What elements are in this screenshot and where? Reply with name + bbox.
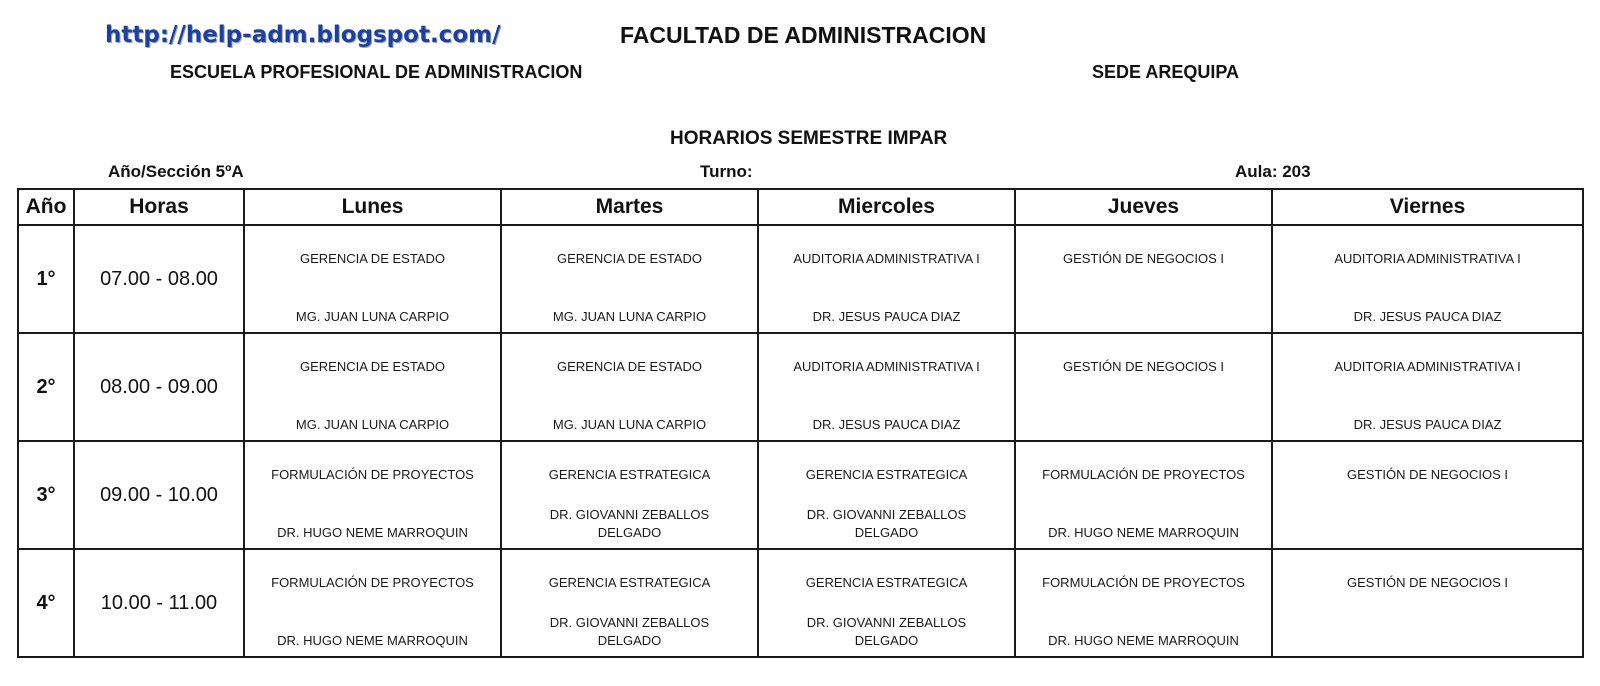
hours-cell: 10.00 - 11.00 xyxy=(74,549,244,657)
course-name: GERENCIA DE ESTADO xyxy=(557,359,702,374)
professor-name: DR. GIOVANNI ZEBALLOS DELGADO xyxy=(549,507,710,540)
professor-name: DR. HUGO NEME MARROQUIN xyxy=(1048,525,1239,540)
course-name: FORMULACIÓN DE PROYECTOS xyxy=(1042,467,1245,482)
professor-name: MG. JUAN LUNA CARPIO xyxy=(295,309,450,324)
course-name: GERENCIA DE ESTADO xyxy=(300,251,445,266)
class-cell-friday xyxy=(1272,549,1583,657)
column-header-tuesday: Martes xyxy=(501,189,758,225)
class-cell-thursday xyxy=(1015,549,1272,657)
class-cell-wednesday xyxy=(758,441,1015,549)
class-cell-wednesday xyxy=(758,225,1015,333)
sede-label: SEDE AREQUIPA xyxy=(1092,62,1240,82)
shift-label: Turno: xyxy=(700,162,753,181)
year-cell: 1° xyxy=(18,225,74,333)
course-name: GERENCIA ESTRATEGICA xyxy=(805,467,968,482)
course-name: GERENCIA DE ESTADO xyxy=(557,251,702,266)
class-cell-tuesday xyxy=(501,225,758,333)
professor-name: DR. JESUS PAUCA DIAZ xyxy=(812,309,961,324)
schedule-title: HORARIOS SEMESTRE IMPAR xyxy=(670,128,948,149)
course-name: AUDITORIA ADMINISTRATIVA I xyxy=(1334,251,1521,266)
professor-name: DR. GIOVANNI ZEBALLOS DELGADO xyxy=(806,507,967,540)
column-header-monday: Lunes xyxy=(244,189,501,225)
column-header-hours: Horas xyxy=(74,189,244,225)
schedule-table xyxy=(17,188,1584,658)
class-cell-friday xyxy=(1272,441,1583,549)
table-row xyxy=(18,225,1583,333)
class-cell-wednesday xyxy=(758,333,1015,441)
class-cell-thursday xyxy=(1015,441,1272,549)
course-name: GESTIÓN DE NEGOCIOS I xyxy=(1346,467,1509,482)
faculty-title: FACULTAD DE ADMINISTRACION xyxy=(620,22,987,48)
class-cell-friday xyxy=(1272,333,1583,441)
class-cell-tuesday xyxy=(501,333,758,441)
professor-name: MG. JUAN LUNA CARPIO xyxy=(552,417,707,432)
course-name: GERENCIA ESTRATEGICA xyxy=(548,467,711,482)
year-cell: 3° xyxy=(18,441,74,549)
hours-cell: 09.00 - 10.00 xyxy=(74,441,244,549)
professor-name: DR. HUGO NEME MARROQUIN xyxy=(277,525,468,540)
course-name: AUDITORIA ADMINISTRATIVA I xyxy=(793,251,980,266)
class-cell-tuesday xyxy=(501,549,758,657)
class-cell-monday xyxy=(244,441,501,549)
column-header-wednesday: Miercoles xyxy=(758,189,1015,225)
professor-name: DR. GIOVANNI ZEBALLOS DELGADO xyxy=(549,615,710,648)
course-name: GERENCIA ESTRATEGICA xyxy=(805,575,968,590)
class-cell-tuesday xyxy=(501,441,758,549)
hours-cell: 07.00 - 08.00 xyxy=(74,225,244,333)
column-header-year: Año xyxy=(18,189,74,225)
professor-name: MG. JUAN LUNA CARPIO xyxy=(295,417,450,432)
header-row xyxy=(18,189,1583,225)
course-name: GERENCIA ESTRATEGICA xyxy=(548,575,711,590)
class-cell-monday xyxy=(244,333,501,441)
course-name: AUDITORIA ADMINISTRATIVA I xyxy=(793,359,980,374)
class-cell-monday xyxy=(244,549,501,657)
year-cell: 2° xyxy=(18,333,74,441)
hours-cell: 08.00 - 09.00 xyxy=(74,333,244,441)
course-name: FORMULACIÓN DE PROYECTOS xyxy=(271,575,474,590)
professor-name: DR. JESUS PAUCA DIAZ xyxy=(812,417,961,432)
table-row xyxy=(18,441,1583,549)
course-name: AUDITORIA ADMINISTRATIVA I xyxy=(1334,359,1521,374)
course-name: FORMULACIÓN DE PROYECTOS xyxy=(1042,575,1245,590)
class-cell-wednesday xyxy=(758,549,1015,657)
school-title: ESCUELA PROFESIONAL DE ADMINISTRACION xyxy=(170,62,583,82)
class-cell-thursday xyxy=(1015,333,1272,441)
class-cell-thursday xyxy=(1015,225,1272,333)
class-cell-monday xyxy=(244,225,501,333)
section-label: Año/Sección 5ºA xyxy=(108,162,244,181)
course-name: GESTIÓN DE NEGOCIOS I xyxy=(1346,575,1509,590)
table-row xyxy=(18,549,1583,657)
column-header-thursday: Jueves xyxy=(1015,189,1272,225)
course-name: GESTIÓN DE NEGOCIOS I xyxy=(1062,359,1225,374)
table-row xyxy=(18,333,1583,441)
column-header-friday: Viernes xyxy=(1272,189,1583,225)
course-name: GESTIÓN DE NEGOCIOS I xyxy=(1062,251,1225,266)
professor-name: DR. HUGO NEME MARROQUIN xyxy=(1048,633,1239,648)
professor-name: MG. JUAN LUNA CARPIO xyxy=(552,309,707,324)
course-name: GERENCIA DE ESTADO xyxy=(300,359,445,374)
blog-url-link[interactable]: http://help-adm.blogspot.com/ xyxy=(105,22,501,48)
year-cell: 4° xyxy=(18,549,74,657)
professor-name: DR. HUGO NEME MARROQUIN xyxy=(277,633,468,648)
classroom-label: Aula: 203 xyxy=(1235,162,1311,181)
class-cell-friday xyxy=(1272,225,1583,333)
course-name: FORMULACIÓN DE PROYECTOS xyxy=(271,467,474,482)
professor-name: DR. GIOVANNI ZEBALLOS DELGADO xyxy=(806,615,967,648)
professor-name: DR. JESUS PAUCA DIAZ xyxy=(1353,309,1502,324)
professor-name: DR. JESUS PAUCA DIAZ xyxy=(1353,417,1502,432)
